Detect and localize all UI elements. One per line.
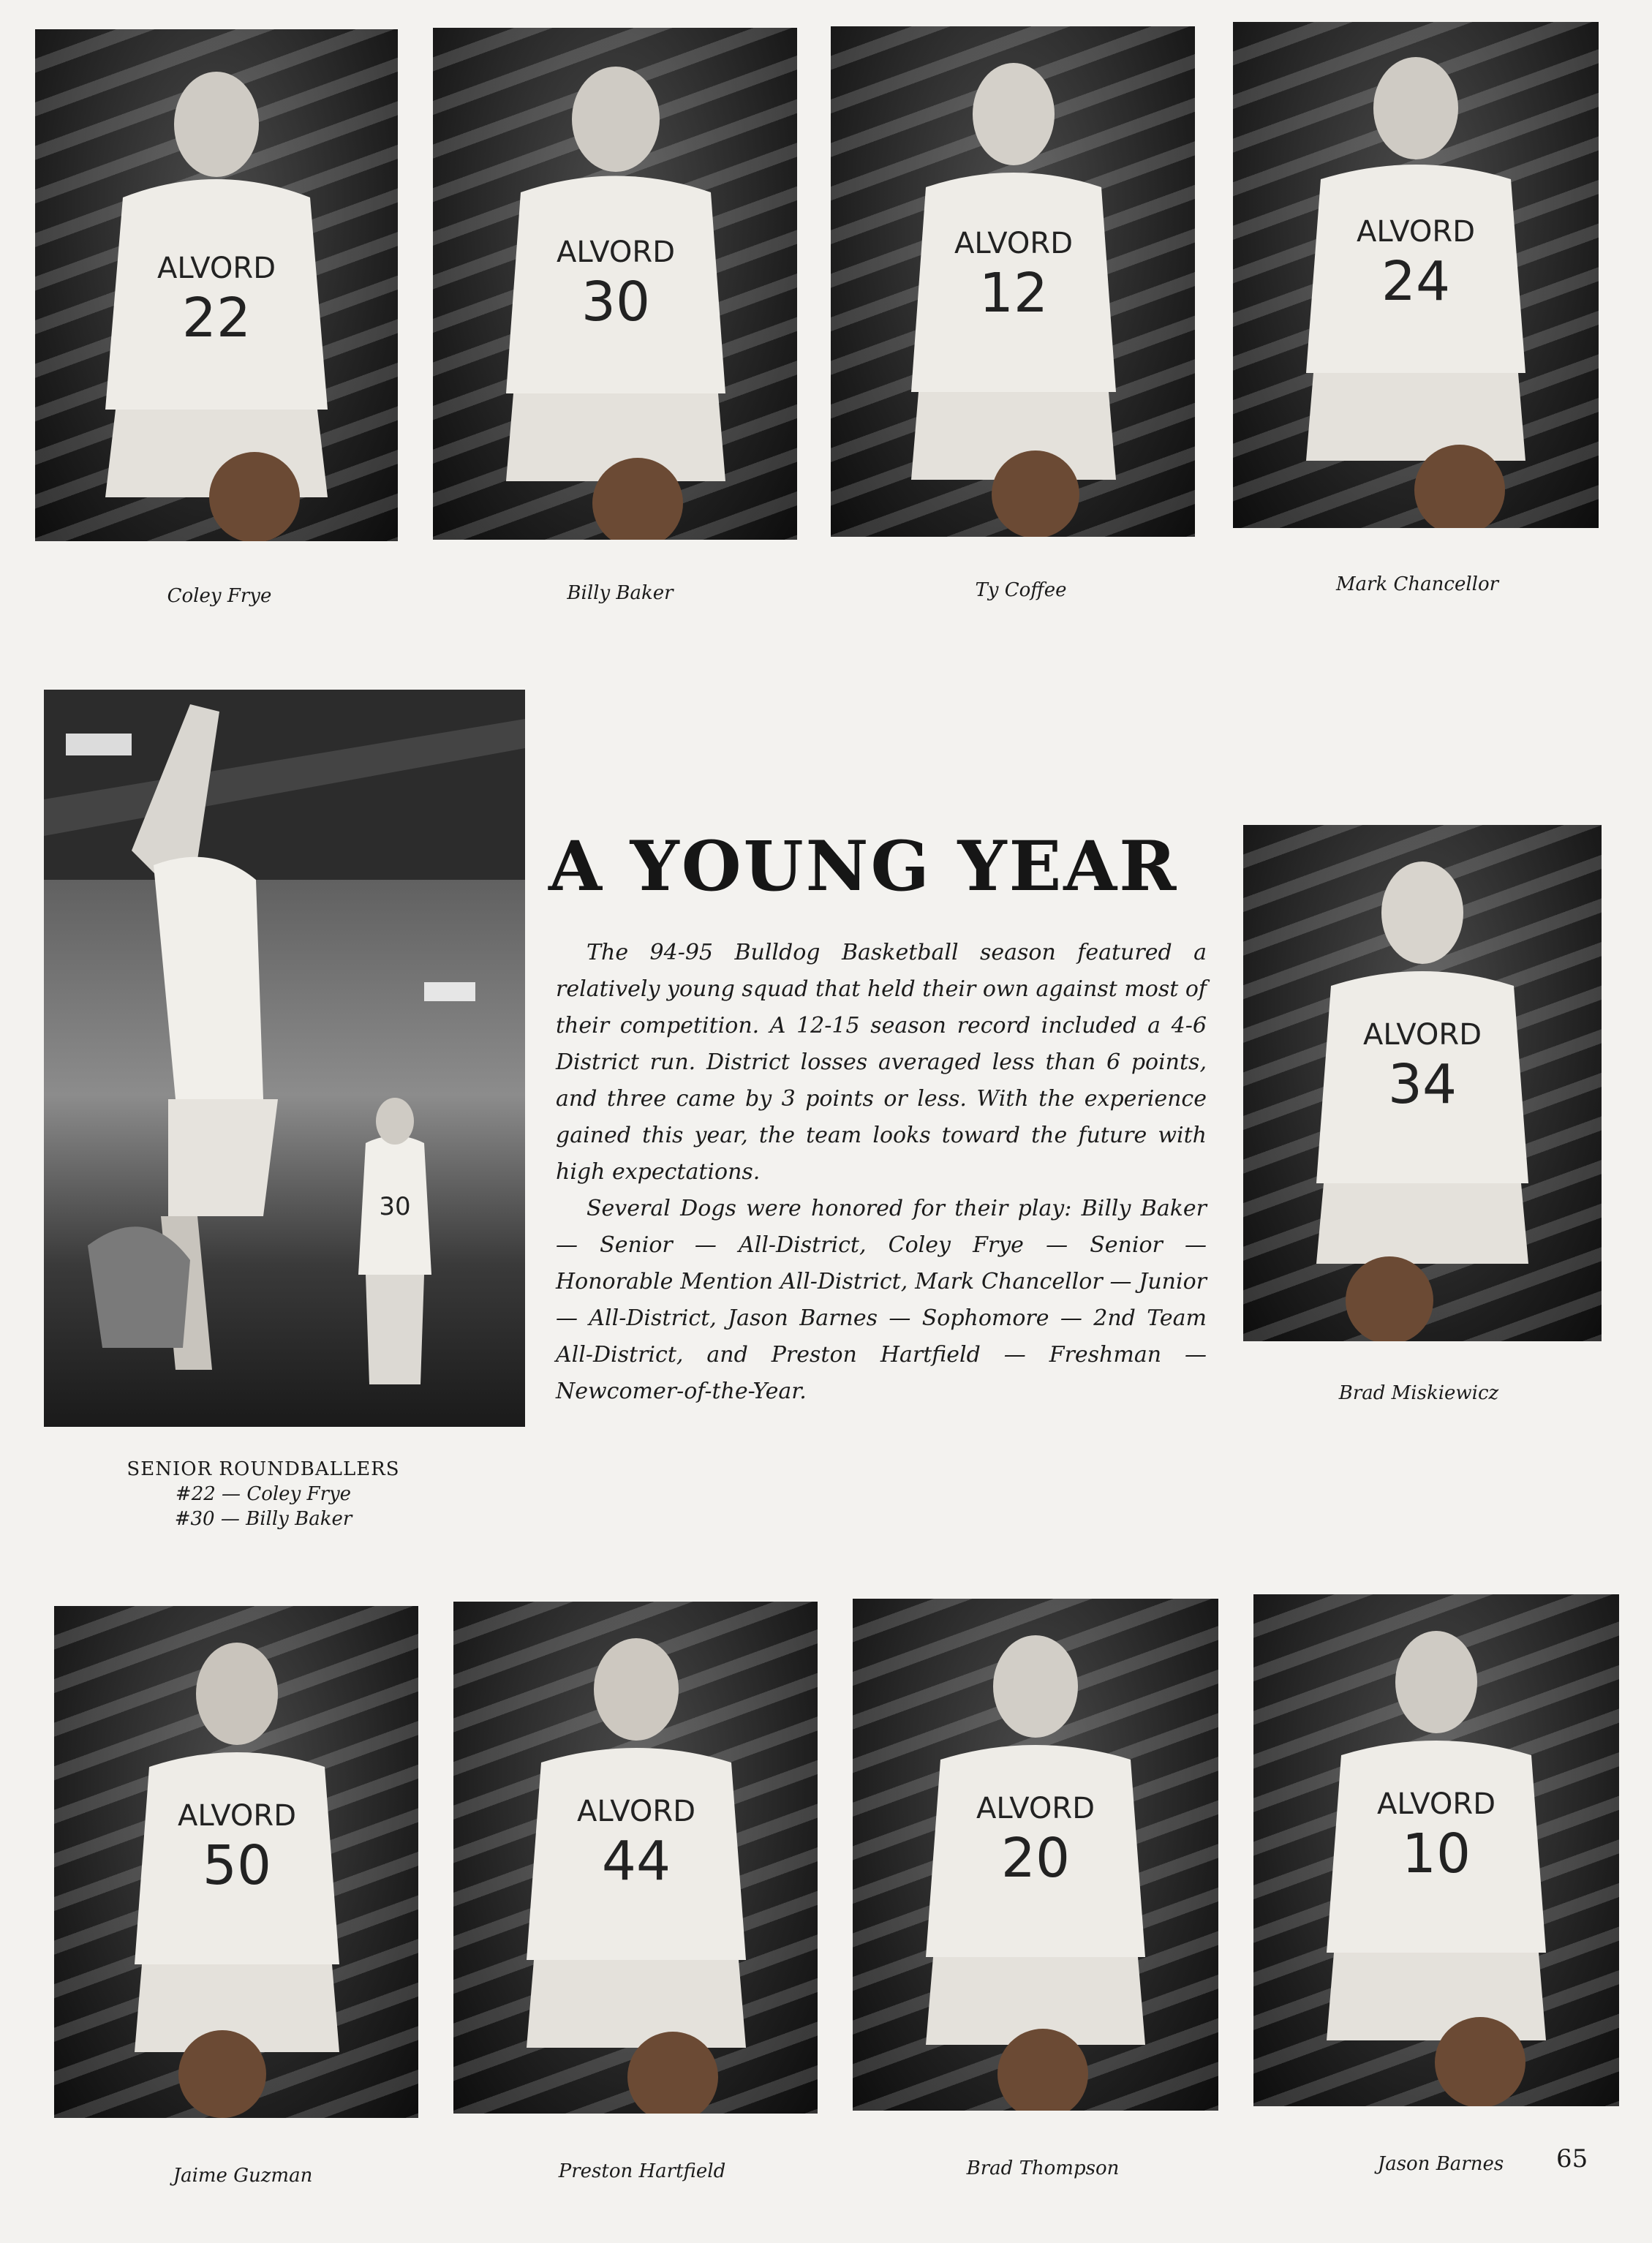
player-caption: Brad Thompson xyxy=(966,2157,1120,2179)
player-photo-jason-barnes xyxy=(1253,1594,1619,2106)
player-caption: Preston Hartfield xyxy=(558,2160,726,2182)
jersey-text: ALVORD xyxy=(577,1795,695,1828)
player-caption: Brad Miskiewicz xyxy=(1338,1382,1499,1404)
player-photo-brad-thompson xyxy=(853,1599,1218,2111)
player-photo-ty-coffee xyxy=(831,26,1195,537)
jersey-text: ALVORD xyxy=(178,1799,296,1833)
senior-caption-line: #22 — Coley Frye xyxy=(175,1483,352,1505)
jersey-text: ALVORD xyxy=(1363,1018,1482,1052)
player-photo-mark-chancellor xyxy=(1233,22,1599,528)
jersey-text: ALVORD xyxy=(557,235,675,269)
page-number: 65 xyxy=(1556,2144,1588,2174)
player-caption: Jaime Guzman xyxy=(173,2165,313,2187)
player-photo-billy-baker xyxy=(433,28,797,540)
jersey-number: 44 xyxy=(601,1830,671,1893)
jersey-number: 10 xyxy=(1401,1822,1471,1885)
jersey-number: 12 xyxy=(978,262,1049,325)
story-paragraph: Several Dogs were honored for their play: Billy Baker — Senior — All-District, Coley Frye — Senior — Honorable Mention All-District, Mark Chancellor — Junior — All-District, Jason Barnes — Sophomore — 2nd Team All-District, and Preston Hartfield — Freshman — Newcomer-of-the-Year. xyxy=(556,1196,1207,1404)
player-caption: Billy Baker xyxy=(567,582,674,604)
jersey-text: ALVORD xyxy=(157,252,276,285)
jersey-number: 20 xyxy=(1000,1827,1071,1890)
player-photo-brad-miskiewicz xyxy=(1243,825,1602,1341)
player-caption: Mark Chancellor xyxy=(1335,573,1499,595)
senior-caption-title: SENIOR ROUNDBALLERS xyxy=(127,1458,400,1480)
jersey-number: 30 xyxy=(379,1192,411,1221)
jersey-number: 34 xyxy=(1387,1053,1457,1116)
jersey-text: ALVORD xyxy=(1377,1787,1496,1821)
headline: A YOUNG YEAR xyxy=(548,826,1179,907)
jersey-text: ALVORD xyxy=(954,227,1073,260)
jersey-number: 30 xyxy=(581,271,651,333)
player-caption: Ty Coffee xyxy=(975,579,1067,601)
jersey-text: ALVORD xyxy=(976,1792,1095,1825)
senior-caption-line: #30 — Billy Baker xyxy=(174,1508,352,1530)
senior-caption xyxy=(117,1457,410,1531)
action-photo xyxy=(44,690,525,1427)
player-caption: Jason Barnes xyxy=(1377,2153,1504,2175)
story-paragraph: The 94-95 Bulldog Basketball season featured a relatively young squad that held their own against most of their competition. A 12-15 season record included a 4-6 District run. District losses averaged less than 6 points, and three came by 3 points or less. With the experience gained this year, the team looks toward the future with high expectations. xyxy=(556,940,1207,1185)
jersey-number: 50 xyxy=(202,1834,272,1897)
jersey-number: 22 xyxy=(181,287,252,350)
player-photo-coley-frye xyxy=(35,29,398,541)
player-photo-preston-hartfield xyxy=(453,1602,818,2114)
player-caption: Coley Frye xyxy=(167,585,272,607)
player-photo-jaime-guzman xyxy=(54,1606,418,2118)
story-text xyxy=(556,935,1207,1410)
jersey-number: 24 xyxy=(1381,250,1451,313)
jersey-text: ALVORD xyxy=(1357,215,1475,249)
